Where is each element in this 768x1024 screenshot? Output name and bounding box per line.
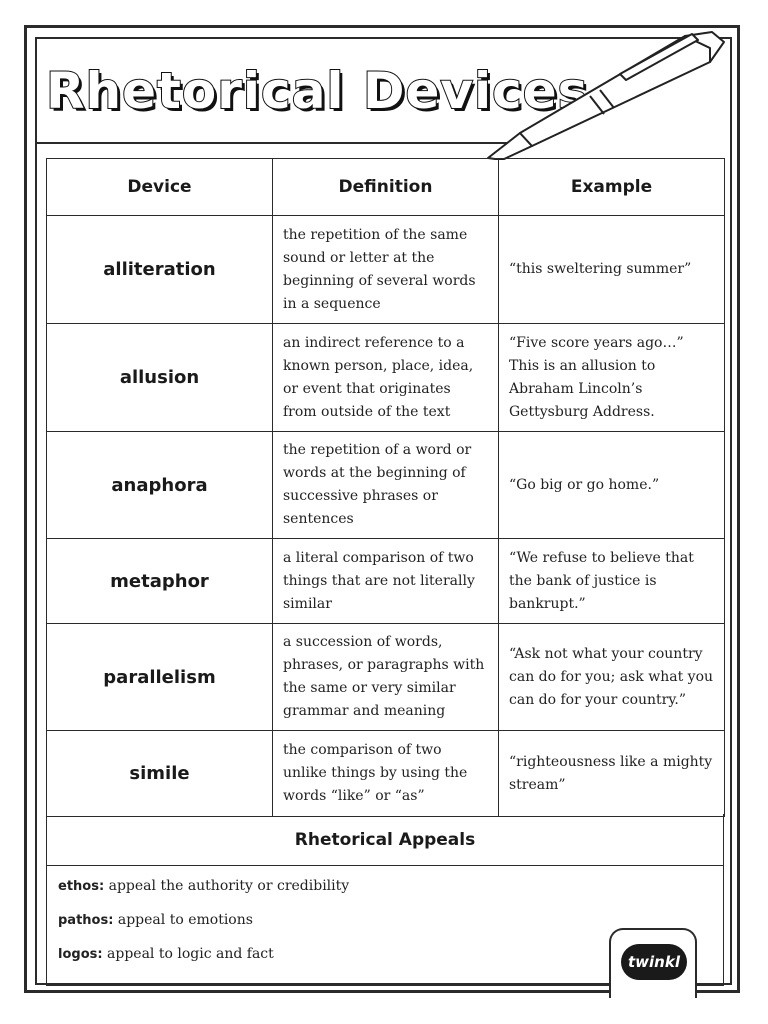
device-cell: simile	[47, 731, 273, 817]
device-cell: metaphor	[47, 539, 273, 624]
pen-icon	[480, 28, 740, 160]
appeals-heading: Rhetorical Appeals	[47, 814, 723, 866]
devices-table	[46, 158, 725, 817]
logo-text: twinkl	[628, 953, 680, 971]
example-cell: “Five score years ago…” This is an allusion to Abraham Lincoln’s Gettysburg Address.	[499, 324, 725, 432]
table-header-row	[47, 159, 725, 216]
device-cell: alliteration	[47, 216, 273, 324]
example-cell: “Go big or go home.”	[499, 432, 725, 539]
appeal-text: appeal to logic and fact	[107, 946, 274, 962]
appeal-term: pathos:	[58, 913, 114, 928]
page-title: Rhetorical Devices	[46, 62, 589, 120]
example-cell: “this sweltering summer”	[499, 216, 725, 324]
appeal-text: appeal to emotions	[117, 912, 253, 928]
example-cell: “We refuse to believe that the bank of justice is bankrupt.”	[499, 539, 725, 624]
appeal-item-logos	[58, 946, 274, 962]
table-row	[47, 624, 725, 731]
definition-cell: the repetition of the same sound or letter at the beginning of several words in a sequence	[273, 216, 499, 324]
title-divider	[37, 142, 517, 144]
device-cell: parallelism	[47, 624, 273, 731]
appeal-item-ethos	[58, 878, 349, 894]
column-header-example: Example	[499, 159, 725, 216]
definition-cell: a literal comparison of two things that are not literally similar	[273, 539, 499, 624]
device-cell: allusion	[47, 324, 273, 432]
appeal-item-pathos	[58, 912, 253, 928]
twinkl-logo-tab	[609, 928, 697, 998]
table-row	[47, 216, 725, 324]
example-cell: “righteousness like a mighty stream”	[499, 731, 725, 817]
definition-cell: the repetition of a word or words at the beginning of successive phrases or sentences	[273, 432, 499, 539]
appeal-term: ethos:	[58, 879, 105, 894]
definition-cell: a succession of words, phrases, or paragraphs with the same or very similar grammar and meaning	[273, 624, 499, 731]
column-header-definition: Definition	[273, 159, 499, 216]
table-row	[47, 324, 725, 432]
table-row	[47, 731, 725, 817]
table-row	[47, 432, 725, 539]
definition-cell: an indirect reference to a known person, place, idea, or event that originates from outside of the text	[273, 324, 499, 432]
table-row	[47, 539, 725, 624]
example-cell: “Ask not what your country can do for you; ask what you can do for your country.”	[499, 624, 725, 731]
twinkl-logo	[621, 944, 687, 980]
appeal-term: logos:	[58, 947, 103, 962]
column-header-device: Device	[47, 159, 273, 216]
devices-table-container	[46, 158, 724, 817]
appeal-text: appeal the authority or credibility	[108, 878, 350, 894]
definition-cell: the comparison of two unlike things by using the words “like” or “as”	[273, 731, 499, 817]
device-cell: anaphora	[47, 432, 273, 539]
